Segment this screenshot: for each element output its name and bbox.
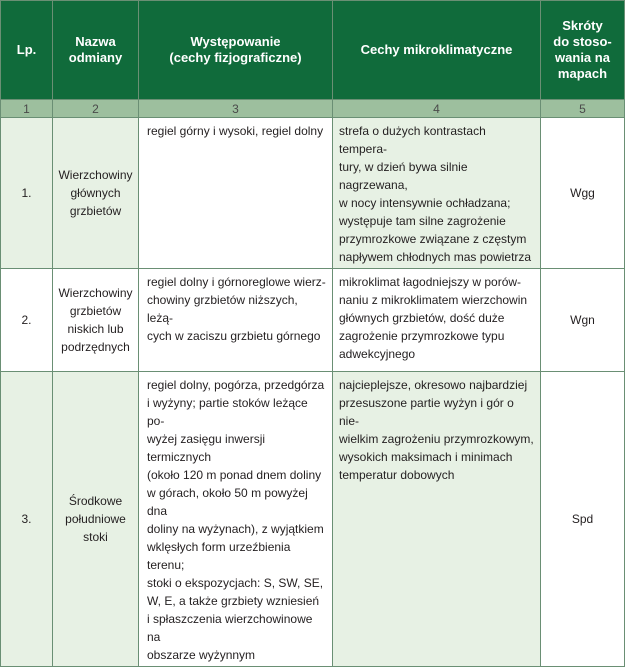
cell-name bbox=[53, 269, 139, 372]
cell-occurrence-line: regiel dolny, pogórza, przedgórza bbox=[147, 378, 325, 392]
column-number: 5 bbox=[541, 100, 625, 118]
header-occurrence-line: (cechy fizjograficzne) bbox=[169, 50, 302, 65]
cell-occurrence-line: wklęsłych form urzeźbienia terenu; bbox=[147, 540, 291, 572]
cell-name bbox=[53, 118, 139, 269]
cell-occurrence-line: wyżej zasięgu inwersji termicznych bbox=[147, 432, 266, 464]
column-number: 3 bbox=[139, 100, 333, 118]
header-abbr-line: wania na bbox=[555, 50, 610, 65]
cell-features-line: głównych grzbietów, dość duże bbox=[339, 311, 505, 325]
cell-occurrence-line: (około 120 m ponad dnem doliny bbox=[147, 468, 322, 482]
table-row bbox=[1, 372, 625, 667]
cell-lp: 1. bbox=[1, 118, 53, 269]
cell-name-line: podrzędnych bbox=[61, 340, 130, 354]
cell-occurrence-line: W, E, a także grzbiety wzniesień bbox=[147, 594, 320, 608]
cell-abbr: Wgg bbox=[541, 118, 625, 269]
cell-occurrence-line: regiel dolny i górnoreglowe wierz- bbox=[147, 275, 326, 289]
cell-lp: 3. bbox=[1, 372, 53, 667]
column-number: 1 bbox=[1, 100, 53, 118]
cell-name-line: południowe bbox=[65, 512, 126, 526]
header-abbr-line: mapach bbox=[557, 66, 608, 81]
cell-occurrence-line: doliny na wyżynach), z wyjątkiem bbox=[147, 522, 324, 536]
cell-occurrence bbox=[139, 118, 333, 269]
cell-features-line: naniu z mikroklimatem wierzchowin bbox=[339, 293, 528, 307]
header-name-line: odmiany bbox=[68, 50, 123, 65]
cell-features-line: w nocy intensywnie ochładzana; bbox=[339, 196, 511, 210]
column-number: 2 bbox=[53, 100, 139, 118]
column-number-row bbox=[1, 100, 625, 118]
cell-features-line: wielkim zagrożeniu przymrozkowym, bbox=[339, 432, 534, 446]
cell-features-line: występuje tam silne zagrożenie bbox=[339, 214, 506, 228]
cell-name-line: Wierzchowiny bbox=[58, 286, 133, 300]
cell-occurrence-line: i wyżyny; partie stoków leżące po- bbox=[147, 396, 308, 428]
cell-occurrence-line: regiel górny i wysoki, regiel dolny bbox=[147, 124, 324, 138]
header-occurrence-line: Występowanie bbox=[190, 34, 281, 49]
cell-abbr: Spd bbox=[541, 372, 625, 667]
header-abbr-line: Skróty bbox=[562, 18, 603, 33]
cell-occurrence-line: w górach, około 50 m powyżej dna bbox=[147, 486, 308, 518]
cell-abbr: Wgn bbox=[541, 269, 625, 372]
cell-occurrence-line: stoki o ekspozycjach: S, SW, SE, bbox=[147, 576, 324, 590]
cell-features-line: zagrożenie przymrozkowe typu bbox=[339, 329, 505, 343]
cell-features-line: adwekcyjnego bbox=[339, 347, 416, 361]
cell-occurrence-line: obszarze wyżynnym bbox=[147, 648, 256, 662]
cell-features bbox=[333, 269, 541, 372]
cell-name-line: niskich lub bbox=[67, 322, 124, 336]
header-lp: Lp. bbox=[1, 1, 53, 100]
cell-features-line: przesuszone partie wyżyn i gór o nie- bbox=[339, 396, 514, 428]
cell-occurrence bbox=[139, 269, 333, 372]
cell-lp: 2. bbox=[1, 269, 53, 372]
cell-name bbox=[53, 372, 139, 667]
cell-features bbox=[333, 118, 541, 269]
cell-features-line: napływem chłodnych mas powietrza bbox=[339, 250, 532, 264]
cell-occurrence-line: cych w zaciszu grzbietu górnego bbox=[147, 329, 321, 343]
cell-name-line: grzbietów bbox=[69, 204, 122, 218]
header-occurrence bbox=[139, 1, 333, 100]
cell-occurrence-line: chowiny grzbietów niższych, leżą- bbox=[147, 293, 298, 325]
cell-features-line: strefa o dużych kontrastach tempera- bbox=[339, 124, 486, 156]
header-abbr bbox=[541, 1, 625, 100]
cell-occurrence-line: i spłaszczenia wierzchowinowe na bbox=[147, 612, 313, 644]
cell-occurrence bbox=[139, 372, 333, 667]
header-name bbox=[53, 1, 139, 100]
column-number: 4 bbox=[333, 100, 541, 118]
cell-features-line: najcieplejsze, okresowo najbardziej bbox=[339, 378, 528, 392]
header-features: Cechy mikroklimatyczne bbox=[333, 1, 541, 100]
cell-name-line: stoki bbox=[83, 530, 108, 544]
cell-features-line: tury, w dzień bywa silnie nagrzewana, bbox=[339, 160, 468, 192]
header-name-line: Nazwa bbox=[75, 34, 116, 49]
cell-features-line: mikroklimat łagodniejszy w porów- bbox=[339, 275, 522, 289]
cell-name-line: grzbietów bbox=[69, 304, 122, 318]
header-abbr-line: do stoso- bbox=[553, 34, 612, 49]
cell-features-line: wysokich maksimach i minimach bbox=[339, 450, 513, 464]
cell-name-line: Wierzchowiny bbox=[58, 168, 133, 182]
cell-features bbox=[333, 372, 541, 667]
cell-name-line: Środkowe bbox=[68, 494, 123, 508]
table-row bbox=[1, 269, 625, 372]
table-row bbox=[1, 118, 625, 269]
header-row bbox=[1, 1, 625, 100]
cell-name-line: głównych bbox=[70, 186, 121, 200]
cell-features-line: temperatur dobowych bbox=[339, 468, 455, 482]
cell-features-line: przymrozkowe związane z częstym bbox=[339, 232, 527, 246]
